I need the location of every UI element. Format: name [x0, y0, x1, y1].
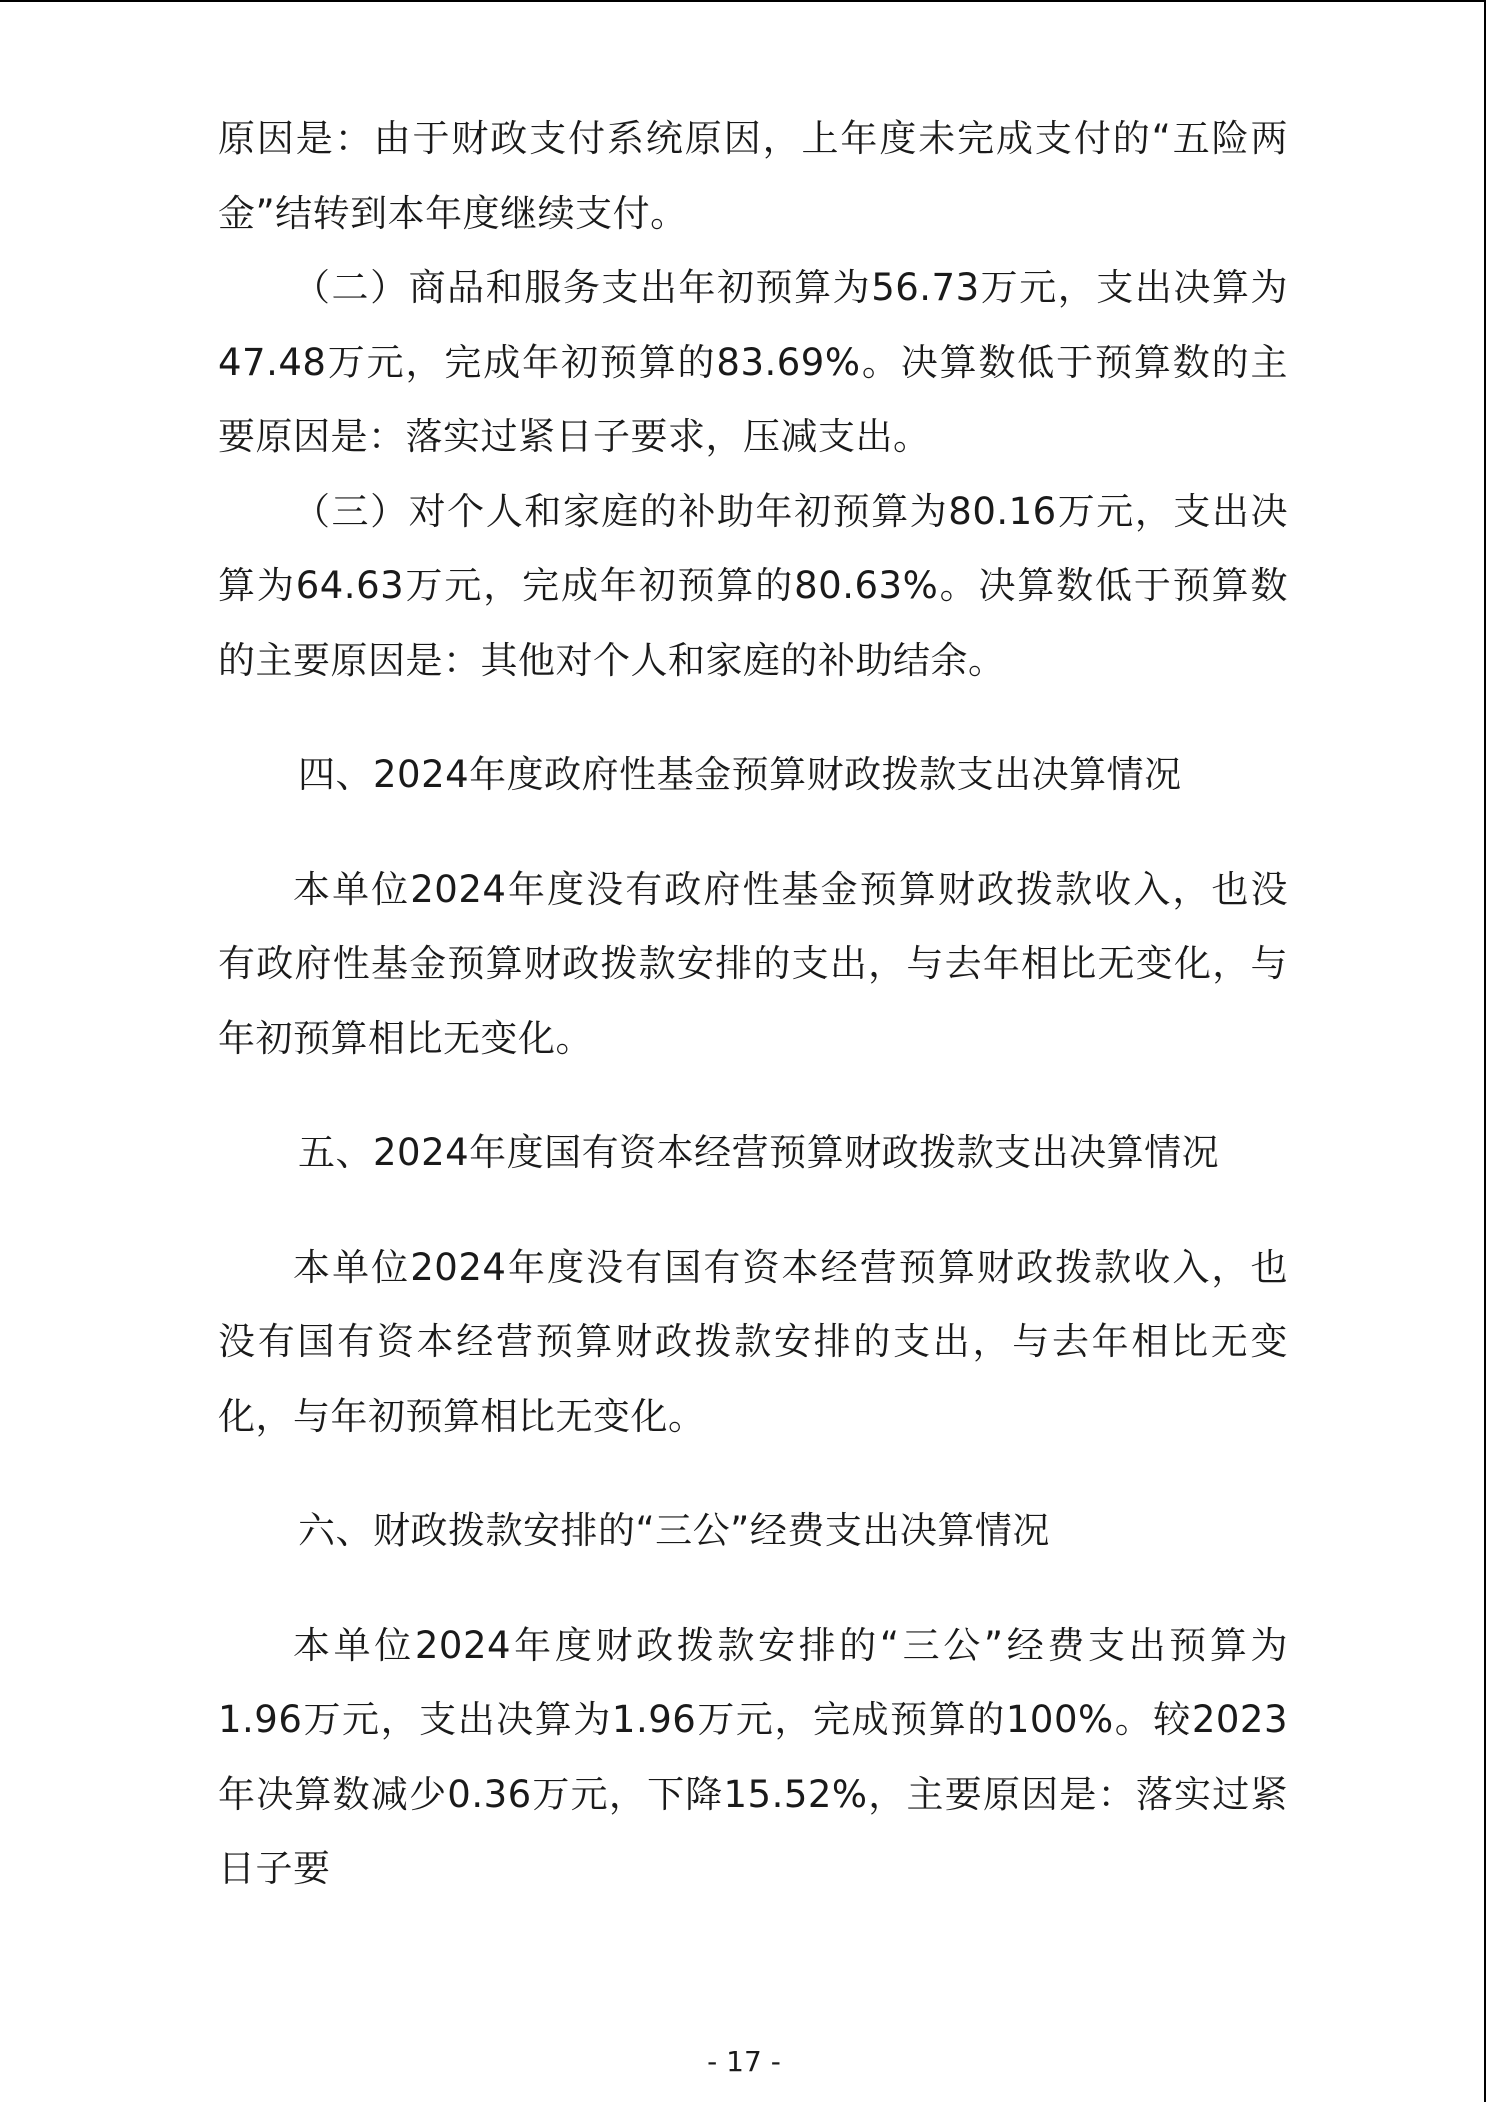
paragraph-continuation: 原因是：由于财政支付系统原因，上年度未完成支付的“五险两金”结转到本年度继续支付。	[218, 117, 1288, 235]
document-body	[218, 102, 1288, 1907]
section-heading-6: 六、财政拨款安排的“三公”经费支出决算情况	[298, 1509, 1050, 1552]
page-number: - 17 -	[707, 2045, 781, 2078]
paragraph-section-5: 本单位2024年度没有国有资本经营预算财政拨款收入，也没有国有资本经营预算财政拨款安排的支出，与去年相比无变化，与年初预算相比无变化。	[218, 1245, 1288, 1438]
section-heading-5: 五、2024年度国有资本经营预算财政拨款支出决算情况	[298, 1131, 1220, 1174]
paragraph-subsidies: （三）对个人和家庭的补助年初预算为80.16万元，支出决算为64.63万元，完成年初预算的80.63%。决算数低于预算数的主要原因是：其他对个人和家庭的补助结余。	[218, 489, 1288, 682]
paragraph-goods-services: （二）商品和服务支出年初预算为56.73万元，支出决算为47.48万元，完成年初预算的83.69%。决算数低于预算数的主要原因是：落实过紧日子要求，压减支出。	[218, 266, 1288, 458]
paragraph-section-4: 本单位2024年度没有政府性基金预算财政拨款收入，也没有政府性基金预算财政拨款安排的支出，与去年相比无变化，与年初预算相比无变化。	[218, 867, 1288, 1060]
paragraph-section-6: 本单位2024年度财政拨款安排的“三公”经费支出预算为1.96万元，支出决算为1.96万元，完成预算的100%。较2023年决算数减少0.36万元，下降15.52%，主要原因是：落实过紧日子要	[218, 1623, 1288, 1890]
section-heading-4: 四、2024年度政府性基金预算财政拨款支出决算情况	[298, 753, 1182, 796]
